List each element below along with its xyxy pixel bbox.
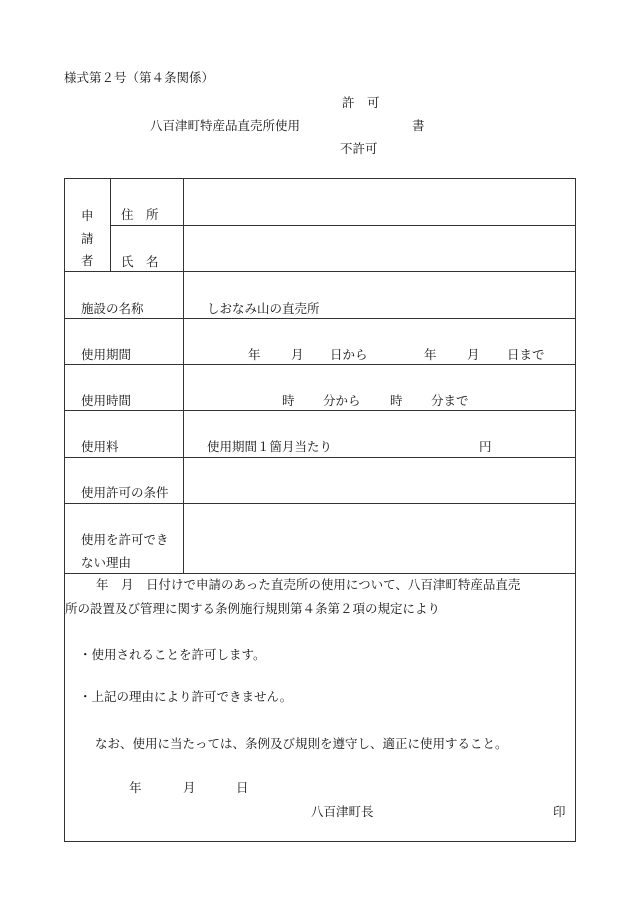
date-day: 日 [236, 780, 249, 795]
body-text-line-2: 所の設置及び管理に関する条例施行規則第４条第２項の規定により [65, 601, 441, 616]
facility-name-value: しおなみ山の直売所 [207, 301, 320, 316]
row-divider [65, 410, 575, 411]
row-divider [110, 225, 576, 226]
date-year: 年 [129, 780, 142, 795]
hours-end-min: 分まで [431, 393, 469, 408]
period-end-month: 月 [467, 347, 480, 362]
row-divider [65, 271, 575, 272]
row-divider [65, 457, 575, 458]
row-divider [65, 318, 575, 319]
period-start-year: 年 [248, 347, 261, 362]
option-permit: ・使用されることを許可します。 [79, 647, 266, 662]
period-end-year: 年 [424, 347, 437, 362]
fee-prefix: 使用期間１箇月当たり [207, 439, 333, 454]
label-column-divider [183, 179, 184, 573]
reason-label-line-1: 使用を許可でき [81, 532, 169, 547]
option-deny: ・上記の理由により許可できません。 [79, 689, 293, 704]
applicant-label-char: 申 [81, 208, 94, 223]
notice-text: なお、使用に当たっては、条例及び規則を遵守し、適正に使用すること。 [95, 736, 508, 751]
name-label: 氏 名 [121, 254, 159, 269]
address-label: 住 所 [121, 207, 159, 222]
title-option-permit: 許 可 [342, 95, 380, 110]
title-suffix: 書 [412, 118, 425, 133]
hours-end-hour: 時 [390, 393, 403, 408]
page-title: 八百津町特産品直売所使用 [150, 118, 301, 133]
period-end-day: 日まで [507, 347, 545, 362]
hours-start-min: 分から [323, 393, 361, 408]
row-divider [65, 364, 575, 365]
period-start-day: 日から [330, 347, 368, 362]
period-label: 使用期間 [81, 347, 132, 362]
issuer-title: 八百津町長 [311, 804, 374, 819]
reason-label-line-2: ない理由 [81, 555, 132, 570]
seal-mark: 印 [553, 804, 566, 819]
date-month: 月 [183, 780, 196, 795]
fee-unit: 円 [479, 439, 492, 454]
hours-start-hour: 時 [282, 393, 295, 408]
form-number: 様式第２号（第４条関係） [64, 70, 215, 85]
row-divider [65, 573, 575, 574]
facility-label: 施設の名称 [81, 301, 144, 316]
body-text-line-1: 年 月 日付けで申請のあった直売所の使用について、八百津町特産品直売 [71, 577, 521, 592]
applicant-label-char: 者 [81, 253, 94, 268]
period-start-month: 月 [291, 347, 304, 362]
fee-label: 使用料 [81, 439, 119, 454]
application-form [64, 178, 576, 842]
title-option-deny: 不許可 [340, 141, 378, 156]
hours-label: 使用時間 [81, 393, 132, 408]
conditions-label: 使用許可の条件 [81, 485, 169, 500]
row-divider [65, 503, 575, 504]
applicant-label-char: 請 [81, 231, 94, 246]
